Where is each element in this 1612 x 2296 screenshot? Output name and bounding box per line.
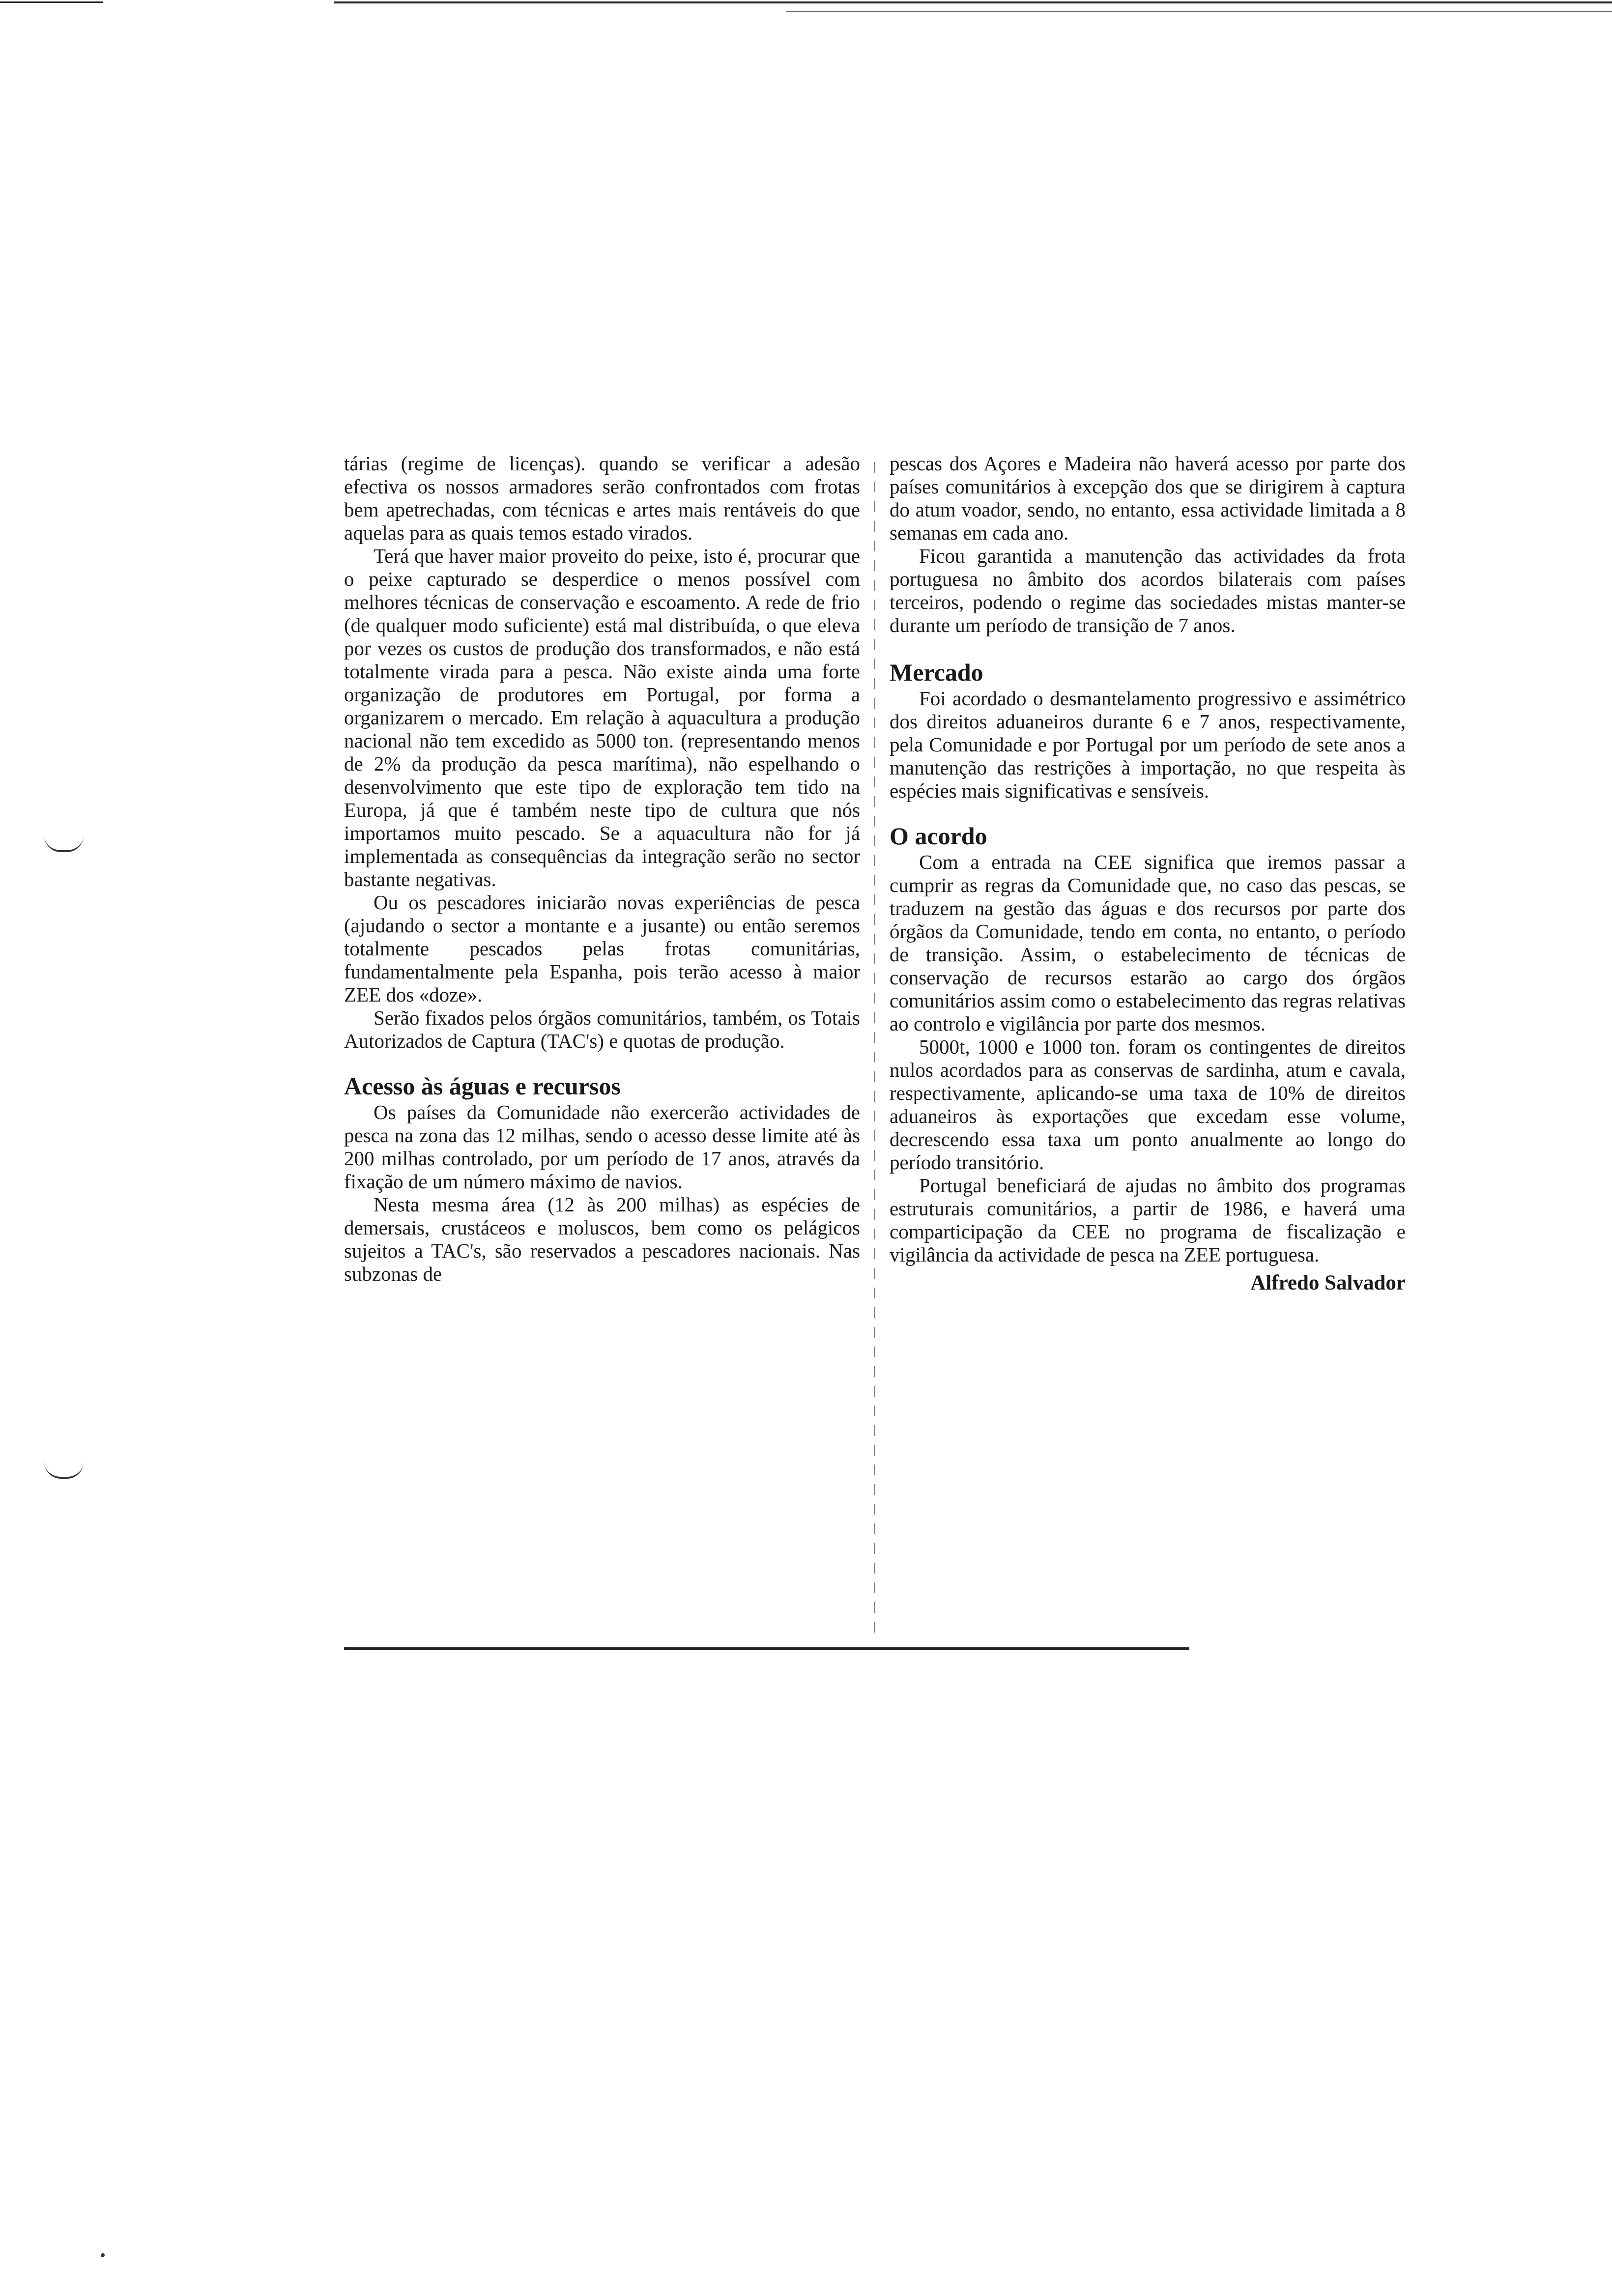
top-rule-thin — [786, 11, 1612, 12]
article-paragraph: Portugal beneficiará de ajudas no âmbito dos programas estruturais comunitários, a partir de 1986, e haverá uma comparticipação da CEE no programa de fiscalização e vigilância da actividade de pesca na ZEE portuguesa. — [890, 1174, 1406, 1266]
speck-mark — [101, 2253, 105, 2257]
article-paragraph: Serão fixados pelos órgãos comunitários, também, os Totais Autorizados de Captura (TAC's) e quotas de produção. — [344, 1006, 860, 1052]
article-paragraph: Ficou garantida a manutenção das actividades da frota portuguesa no âmbito dos acordos bilaterais com países terceiros, podendo o regime das sociedades mistas manter-se durante um período de transição de 7 anos. — [890, 545, 1406, 636]
article-paragraph: Ou os pescadores iniciarão novas experiências de pesca (ajudando o sector a montante e a jusante) ou então seremos totalmente pescados pelas frotas comunitárias, fundamentalmente pela Espanha, pois terão acesso à maior ZEE dos «doze». — [344, 891, 860, 1006]
punch-mark-upper — [44, 835, 84, 852]
top-rule-left — [0, 1, 103, 3]
bottom-rule — [344, 1647, 1189, 1650]
article-paragraph: Nesta mesma área (12 às 200 milhas) as espécies de demersais, crustáceos e moluscos, bem como os pelágicos sujeitos a TAC's, são reservados a pescadores nacionais. Nas subzonas de — [344, 1193, 860, 1285]
article-paragraph: Foi acordado o desmantelamento progressivo e assimétrico dos direitos aduaneiros durante 6 e 7 anos, respectivamente, pela Comunidade e por Portugal por um período de sete anos a manutenção das restrições à importação, no que respeita às espécies mais significativas e sensíveis. — [890, 687, 1406, 802]
article-paragraph: 5000t, 1000 e 1000 ton. foram os contingentes de direitos nulos acordados para as conservas de sardinha, atum e cavala, respectivamente, aplicando-se uma taxa de 10% de direitos aduaneiros às exportações que excedam esse volume, decrescendo essa taxa um ponto anualmente ao longo do período transitório. — [890, 1035, 1406, 1174]
article-paragraph: tárias (regime de licenças). quando se verificar a adesão efectiva os nossos armadores serão confrontados com frotas bem apetrechadas, com técnicas e artes mais rentáveis do que aquelas para as quais temos estado virados. — [344, 452, 860, 544]
section-heading-o-acordo: O acordo — [890, 822, 987, 850]
punch-mark-lower — [44, 1462, 84, 1479]
top-rule-main — [334, 1, 1612, 3]
article-paragraph: Os países da Comunidade não exercerão actividades de pesca na zona das 12 milhas, sendo o acesso desse limite até às 200 milhas controlado, por um período de 17 anos, através da fixação de um número máximo de navios. — [344, 1101, 860, 1193]
column-separator — [874, 462, 875, 1636]
article-right-column — [890, 452, 1406, 1294]
author-signature: Alfredo Salvador — [1250, 1271, 1406, 1294]
section-heading-acesso-as-aguas-e-recursos: Acesso às águas e recursos — [344, 1072, 621, 1100]
article-paragraph: Terá que haver maior proveito do peixe, isto é, procurar que o peixe capturado se desperdice o menos possível com melhores técnicas de conservação e escoamento. A rede de frio (de qualquer modo suficiente) está mal distribuída, o que eleva por vezes os custos de produção dos transformados, e não está totalmente virada para a pesca. Não existe ainda uma forte organização de produtores em Portugal, por forma a organizarem o mercado. Em relação à aquacultura a produção nacional não tem excedido as 5000 ton. (representando menos de 2% da produção da pesca marítima), não espelhando o desenvolvimento que este tipo de exploração tem tido na Europa, já que é também neste tipo de cultura que nós importamos muito pescado. Se a aquacultura não for já implementada as consequências da integração serão no sector bastante negativas. — [344, 545, 860, 890]
section-heading-mercado: Mercado — [890, 659, 983, 686]
article-paragraph: pescas dos Açores e Madeira não haverá acesso por parte dos países comunitários à excepção dos que se dirigirem à captura do atum voador, sendo, no entanto, essa actividade limitada a 8 semanas em cada ano. — [890, 452, 1406, 544]
article-paragraph: Com a entrada na CEE significa que iremos passar a cumprir as regras da Comunidade que, no caso das pescas, se traduzem na gestão das águas e dos recursos por parte dos órgãos da Comunidade, tendo em conta, no entanto, o período de transição. Assim, o estabelecimento de técnicas de conservação de recursos estarão ao cargo dos órgãos comunitários assim como o estabelecimento das regras relativas ao controlo e vigilância por parte dos mesmos. — [890, 851, 1406, 1035]
article-left-column — [344, 452, 860, 1286]
